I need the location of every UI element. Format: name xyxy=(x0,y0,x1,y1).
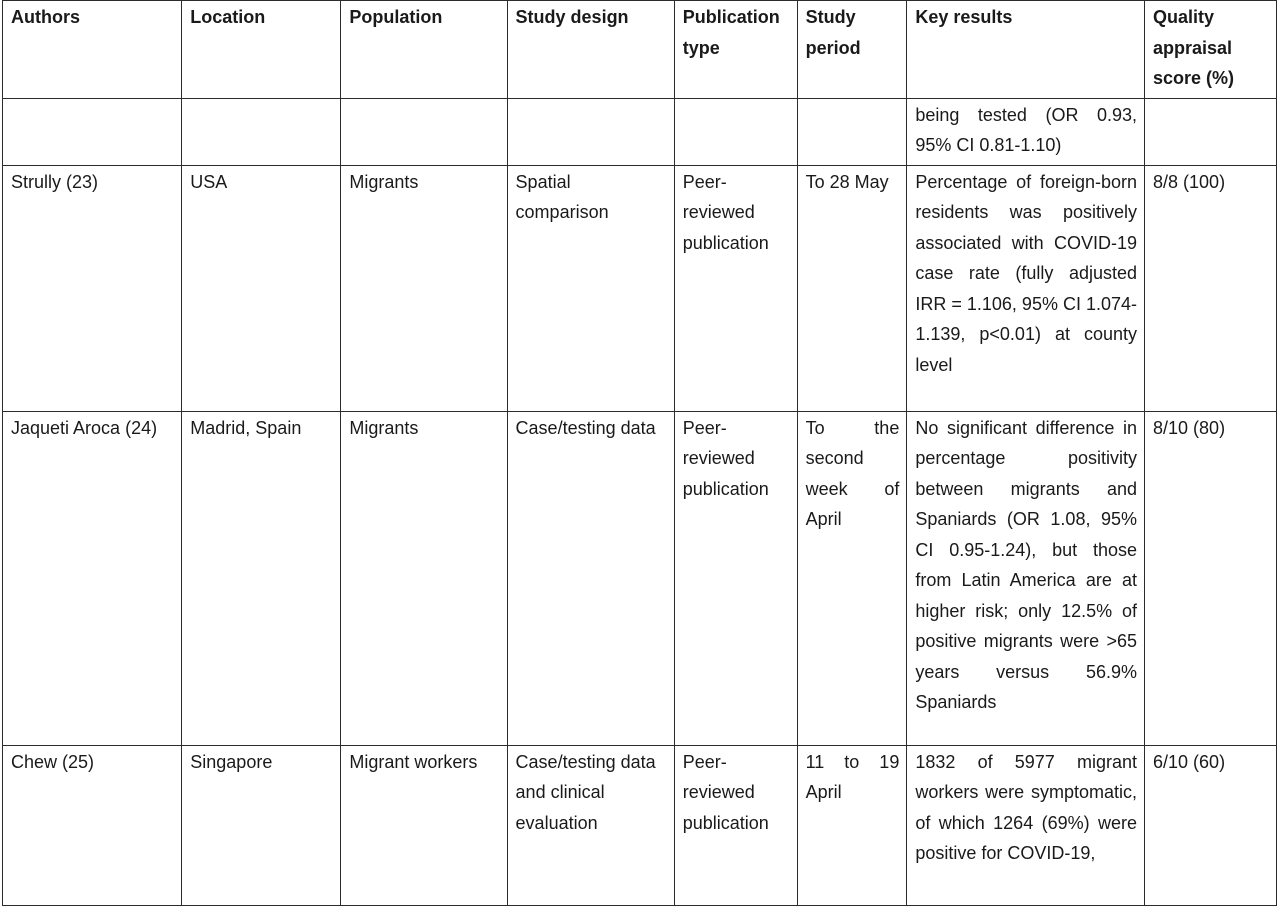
cell-population: Migrants xyxy=(341,165,507,411)
cell-location xyxy=(182,98,341,165)
cell-authors: Chew (25) xyxy=(3,745,182,905)
cell-population xyxy=(341,98,507,165)
cell-population: Migrant workers xyxy=(341,745,507,905)
cell-study-period: To the second week of April xyxy=(797,411,907,745)
cell-quality-score: 6/10 (60) xyxy=(1145,745,1277,905)
cell-study-period: To 28 May xyxy=(797,165,907,411)
cell-publication-type xyxy=(674,98,797,165)
cell-authors xyxy=(3,98,182,165)
table-row xyxy=(3,165,1277,411)
table-row-continuation xyxy=(3,98,1277,165)
header-quality-score: Quality appraisal score (%) xyxy=(1145,1,1277,99)
cell-study-design: Case/testing data xyxy=(507,411,674,745)
header-row xyxy=(3,1,1277,99)
cell-location: USA xyxy=(182,165,341,411)
cell-key-results: being tested (OR 0.93, 95% CI 0.81-1.10) xyxy=(907,98,1145,165)
cell-key-results: Percentage of foreign-born residents was positively associated with COVID-19 case rate (fully adjusted IRR = 1.106, 95% CI 1.074-1.139, p<0.01) at county level xyxy=(907,165,1145,411)
cell-publication-type: Peer-reviewed publication xyxy=(674,165,797,411)
header-study-design: Study design xyxy=(507,1,674,99)
cell-location: Madrid, Spain xyxy=(182,411,341,745)
cell-key-results: 1832 of 5977 migrant workers were symptomatic, of which 1264 (69%) were positive for COVID-19, xyxy=(907,745,1145,905)
cell-study-design: Spatial comparison xyxy=(507,165,674,411)
header-publication-type: Publication type xyxy=(674,1,797,99)
cell-authors: Jaqueti Aroca (24) xyxy=(3,411,182,745)
header-study-period: Study period xyxy=(797,1,907,99)
cell-publication-type: Peer-reviewed publication xyxy=(674,411,797,745)
cell-quality-score xyxy=(1145,98,1277,165)
cell-publication-type: Peer-reviewed publication xyxy=(674,745,797,905)
table-row xyxy=(3,745,1277,905)
header-location: Location xyxy=(182,1,341,99)
header-key-results: Key results xyxy=(907,1,1145,99)
cell-study-design xyxy=(507,98,674,165)
header-authors: Authors xyxy=(3,1,182,99)
cell-key-results: No significant difference in percentage positivity between migrants and Spaniards (OR 1.08, 95% CI 0.95-1.24), but those from Latin America are at higher risk; only 12.5% of positive migrants were >65 years versus 56.9% Spaniards xyxy=(907,411,1145,745)
cell-population: Migrants xyxy=(341,411,507,745)
cell-quality-score: 8/10 (80) xyxy=(1145,411,1277,745)
cell-study-design: Case/testing data and clinical evaluation xyxy=(507,745,674,905)
study-table xyxy=(2,0,1277,906)
table-row xyxy=(3,411,1277,745)
cell-authors: Strully (23) xyxy=(3,165,182,411)
cell-study-period xyxy=(797,98,907,165)
cell-quality-score: 8/8 (100) xyxy=(1145,165,1277,411)
cell-study-period: 11 to 19 April xyxy=(797,745,907,905)
cell-location: Singapore xyxy=(182,745,341,905)
header-population: Population xyxy=(341,1,507,99)
